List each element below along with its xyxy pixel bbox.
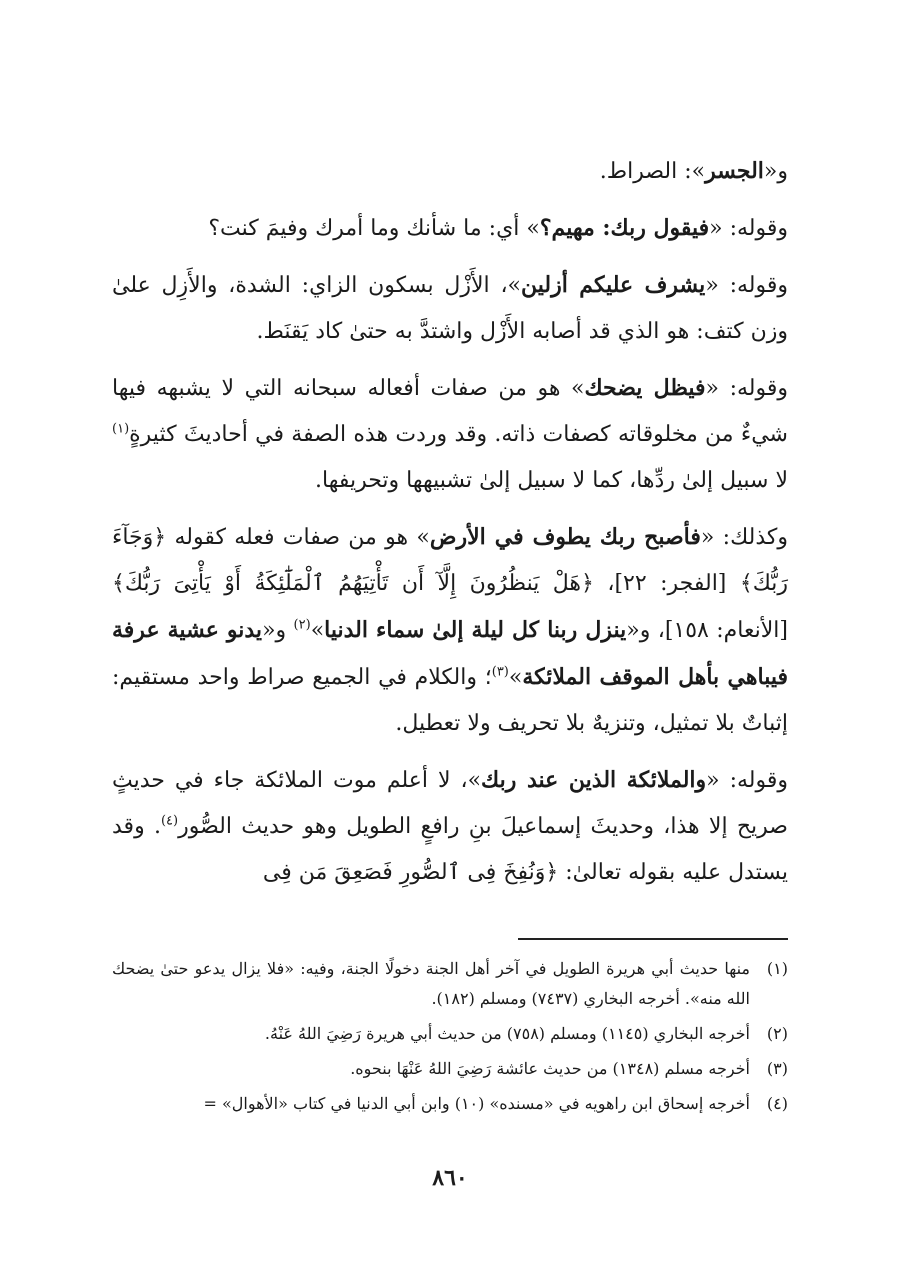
page-number: ٨٦٠ [432,1165,468,1191]
paragraph [112,205,788,252]
footnote-number: (١) [766,959,788,978]
footnote-ref: (٢) [293,617,311,633]
text-run: » [310,618,325,643]
footnotes [112,954,788,1124]
quoted-phrase: يدنو عشية عرفة فيباهي بأهل الموقف الملائكة [112,617,788,690]
footnote [112,1054,788,1084]
quoted-phrase: ينزل ربنا كل ليلة إلىٰ سماء الدنيا [324,617,627,643]
paragraph [112,148,788,195]
text-run: ﴿وَجَآءَ رَبُّكَ﴾ [112,525,788,596]
footnote [112,954,788,1014]
footnote-number: (٢) [766,1024,788,1043]
paragraph [112,262,788,355]
paragraph [112,365,788,504]
footnote-text: أخرجه إسحاق ابن راهويه في «مسنده» (١٠) وابن أبي الدنيا في كتاب «الأهوال» = [203,1094,750,1113]
text-run: »: الصراط. [599,159,706,184]
footnote-number: (٤) [766,1094,788,1113]
quoted-phrase: والملائكة الذين عند ربك [481,767,707,793]
text-run: وكذلك: « [700,525,788,550]
text-run: ﴿هَلْ يَنظُرُونَ إِلَّآ أَن تَأْتِيَهُمُ ٱلْمَلَٰٓئِكَةُ أَوْ يَأْتِىَ رَبُّكَ﴾ [112,571,594,596]
quoted-phrase: الجسر [705,158,764,184]
footnote-text: أخرجه مسلم (١٣٤٨) من حديث عائشة رَضِيَ اللهُ عَنْهَا بنحوه. [350,1059,750,1078]
text-run: [الفجر: ٢٢]، [593,571,740,596]
text-run: وقوله: « [709,216,788,241]
text-run: » [508,665,523,690]
footnote-ref: (٤) [160,813,179,829]
quoted-phrase: يشرف عليكم أزلين [521,272,706,298]
text-run: لا سبيل إلىٰ ردِّها، كما لا سبيل إلىٰ تشبيهها وتحريفها. [315,468,788,493]
quoted-phrase: فأصبح ربك يطوف في الأرض [429,524,701,550]
footnote-separator [518,938,788,940]
text-run: . وقد يستدل عليه بقوله تعالىٰ: [112,814,788,885]
footnote-number: (٣) [766,1059,788,1078]
footnote-ref: (١) [112,421,130,437]
text-run: ؛ والكلام في الجميع صراط واحد مستقيم: إثباتٌ بلا تمثيل، وتنزيهٌ بلا تحريف ولا تعطيل. [112,665,788,736]
text-run: » أي: ما شأنك وما أمرك وفيمَ كنت؟ [208,216,540,241]
text-run: ﴿وَنُفِخَ فِى ٱلصُّورِ فَصَعِقَ مَن فِى [262,860,559,885]
text-run: »، لا أعلم موت الملائكة جاء في حديثٍ صريح إلا هذا، وحديثَ إسماعيلَ بنِ رافعٍ الطويل وهو حديث الصُّور [112,768,788,839]
text-run: » هو من صفات فعله كقوله [166,525,430,550]
footnote [112,1089,788,1119]
text-run: » هو من صفات أفعاله سبحانه التي لا يشبهه فيها شيءٌ من مخلوقاته كصفات ذاته. وقد وردت هذه الصفة في أحاديثَ كثيرةٍ [112,376,788,447]
quoted-phrase: فيقول ربك: مهيم؟ [539,215,710,241]
text-run: »، الأَزْل بسكون الزاي: الشدة، والأَزِل علىٰ وزن كتف: هو الذي قد أصابه الأَزْل واشتدَّ به حتىٰ كاد يَقنَط. [112,273,788,344]
paragraph [112,757,788,896]
text-run: وقوله: « [705,273,788,298]
main-text [112,148,788,906]
text-run: وقوله: « [706,768,789,793]
footnote-ref: (٣) [491,664,509,680]
text-run: و« [763,159,788,184]
text-run: وقوله: « [705,376,788,401]
paragraph [112,514,788,747]
footnote-text: أخرجه البخاري (١١٤٥) ومسلم (٧٥٨) من حديث أبي هريرة رَضِيَ اللهُ عَنْهُ. [264,1024,750,1043]
footnote [112,1019,788,1049]
quoted-phrase: فيظل يضحك [584,375,706,401]
text-run: و« [262,618,294,643]
footnote-text: منها حديث أبي هريرة الطويل في آخر أهل الجنة دخولًا الجنة، وفيه: «فلا يزال يدعو حتىٰ يضحك الله منه». أخرجه البخاري (٧٤٣٧) ومسلم (١٨٢). [112,959,750,1008]
text-run: [الأنعام: ١٥٨]، و« [626,618,788,643]
